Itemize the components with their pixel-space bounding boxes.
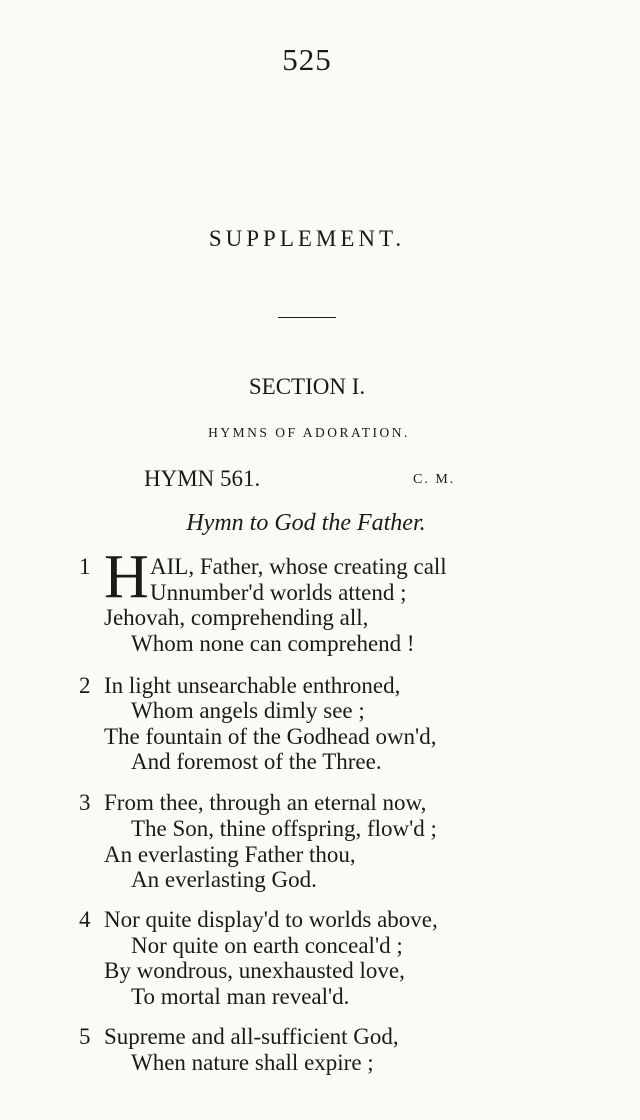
hymn-heading: Hymn to God the Father. [186,510,426,536]
verse-line: From thee, through an eternal now, [104,790,427,815]
verse-line: Whom none can comprehend ! [131,631,415,656]
verse-line: And foremost of the Three. [131,749,382,774]
verse-number: 2 [79,673,91,698]
verse-line: The fountain of the Godhead own'd, [104,724,437,749]
verse-line: Jehovah, comprehending all, [104,605,369,630]
verse-line: The Son, thine offspring, flow'd ; [131,816,437,841]
verse-line: AIL, Father, whose creating call [150,554,447,579]
supplement-title: SUPPLEMENT. [208,226,406,251]
verse-number: 3 [79,790,91,815]
hymn-number: HYMN 561. [144,466,261,491]
verse-number: 1 [79,554,91,579]
page-number: 525 [282,42,332,77]
category-heading: HYMNS OF ADORATION. [208,425,410,440]
verse-line: To mortal man reveal'd. [131,984,350,1009]
verse-line: When nature shall expire ; [131,1050,374,1075]
drop-cap: H [104,543,149,611]
verse-line: Unnumber'd worlds attend ; [150,580,407,605]
section-title: SECTION I. [248,374,366,399]
verse-number: 5 [79,1024,91,1049]
hymn-meter: C. M. [413,472,456,487]
verse-line: In light unsearchable enthroned, [104,673,401,698]
verse-line: Supreme and all-sufficient God, [104,1024,399,1049]
verse-number: 4 [79,907,91,932]
verse-line: An everlasting Father thou, [104,842,356,867]
verse-line: Nor quite display'd to worlds above, [104,907,438,932]
verse-line: By wondrous, unexhausted love, [104,958,405,983]
divider-rule [278,317,336,318]
verse-line: Nor quite on earth conceal'd ; [131,933,403,958]
verse-line: Whom angels dimly see ; [131,698,365,723]
verse-line: An everlasting God. [131,867,317,892]
